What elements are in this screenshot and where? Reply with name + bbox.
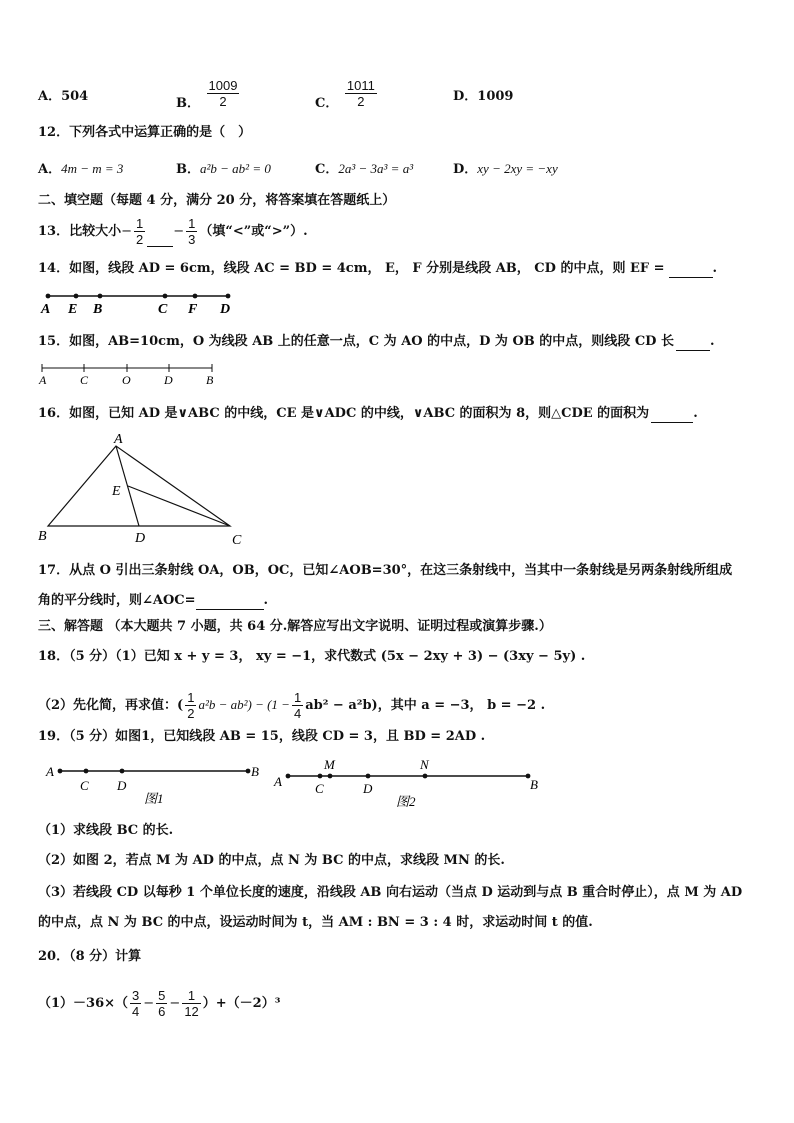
q13-answer-blank[interactable]: [147, 232, 173, 247]
q18-part-1: 18．（5 分）（1）已知 x + y = 3， xy = −1，求代数式 (5x − 2xy + 3) − (3xy − 5y) .: [38, 649, 586, 664]
q20-p1-a: （1）－36×（: [38, 996, 129, 1011]
q14-label-b: B: [93, 302, 103, 317]
q14-label-a: A: [41, 302, 51, 317]
q11-option-c-label: C．: [315, 96, 339, 111]
frac-num: 5: [158, 988, 166, 1003]
q13-fraction-2: [186, 216, 197, 247]
q19-sub-1: （1）求线段 BC 的长.: [38, 823, 174, 838]
q17-answer-blank[interactable]: [196, 595, 264, 610]
q19-figure-1: [38, 758, 278, 808]
q14-label-c: C: [158, 302, 168, 317]
frac-num: 1: [293, 690, 302, 705]
q11-option-a: A．504: [38, 89, 89, 104]
q20-stem: 20．（8 分）计算: [38, 949, 142, 964]
q13-fraction-1: [134, 216, 145, 247]
q18-p2-a: （2）先化简，再求值：(: [38, 698, 184, 713]
q16-label-b: B: [38, 529, 47, 544]
q12-stem: 12．下列各式中运算正确的是（ ）: [38, 125, 252, 140]
q11-option-b-label: B．: [176, 96, 200, 111]
q19-fig2-label-a: A: [274, 774, 282, 789]
q19-sub-3-line-2: 的中点，点 N 为 BC 的中点，设运动时间为 t，当 AM : BN = 3 : 4 时，求运动时间 t 的值.: [38, 915, 593, 930]
q16-text: 16．如图，已知 AD 是∨ABC 的中线，CE 是∨ADC 的中线，∨ABC 的面积为 8，则△CDE 的面积为: [38, 406, 650, 421]
q20-part-1: [38, 988, 280, 1019]
q12-b-expr: a²b − ab² = 0: [200, 161, 271, 176]
q16-label-e: E: [112, 484, 121, 499]
q18-fraction-2: [292, 690, 303, 721]
q14-figure: [38, 288, 248, 318]
q15-label-d: D: [164, 373, 173, 387]
q11-option-b: [176, 78, 241, 109]
q18-p2-b: a²b − ab²) − (1 −: [198, 697, 290, 712]
q19-fig2-caption: 图2: [396, 794, 416, 809]
q15-figure: [38, 362, 228, 390]
q14-label-e: E: [68, 302, 78, 317]
q19-fig1-label-c: C: [80, 778, 89, 793]
frac-den: 2: [187, 706, 195, 721]
q19-fig2-label-d: D: [363, 781, 373, 796]
q11-option-c-fraction: [345, 78, 377, 109]
q12-d-label: D．: [453, 162, 478, 177]
q15-label-b: B: [206, 373, 214, 387]
frac-num: 1009: [208, 78, 238, 93]
q20-p1-b: ）+（－2）³: [202, 996, 281, 1011]
q19-fig1-label-d: D: [117, 778, 127, 793]
q19-fig1-label-b: B: [251, 764, 259, 779]
q20-fraction-3: [182, 988, 200, 1019]
q16-label-a: A: [114, 432, 123, 447]
q17-text: 角的平分线时，则∠AOC=: [38, 593, 196, 608]
q20-fraction-2: [156, 988, 167, 1019]
q13: 13．比较大小− $\frac{1}{2}$ − $\frac{1}{3}$ （填“<”或“>”）.: [38, 216, 308, 247]
q17-line-1: 17．从点 O 引出三条射线 OA，OB，OC，已知∠AOB=30°，在这三条射线中，当其中一条射线是另两条射线所组成: [38, 563, 733, 578]
q11-option-d: D．1009: [453, 89, 514, 104]
q18-fraction-1: [185, 690, 196, 721]
section-2-heading: 二、填空题（每题 4 分，满分 20 分，将答案填在答题纸上）: [38, 193, 396, 208]
frac-den: 4: [293, 706, 302, 721]
q14-label-f: F: [188, 302, 198, 317]
frac-num: 3: [132, 988, 140, 1003]
q15-answer-blank[interactable]: [676, 336, 710, 351]
q15-label-c: C: [80, 373, 89, 387]
q11-option-b-fraction: [207, 78, 240, 109]
q12-a-expr: 4m − m = 3: [61, 161, 124, 176]
q16-end: .: [693, 406, 698, 421]
q13-prefix: 13．比较大小: [38, 224, 122, 239]
frac-den: 6: [158, 1004, 166, 1019]
q18-p2-c: ab² − a²b)，其中 a = −3， b = −2 .: [305, 698, 546, 713]
q19-stem: 19．（5 分）如图1，已知线段 AB = 15，线段 CD = 3，且 BD = 2AD .: [38, 729, 486, 744]
q12-d-expr: xy − 2xy = −xy: [477, 161, 558, 176]
q19-fig2-label-b: B: [530, 777, 538, 792]
frac-den: 4: [132, 1004, 140, 1019]
q20-fraction-1: [130, 988, 141, 1019]
q14: [38, 260, 717, 278]
q13-suffix: （填“<”或“>”）.: [199, 224, 308, 239]
q15-text: 15．如图，AB=10cm，O 为线段 AB 上的任意一点，C 为 AO 的中点，D 为 OB 的中点，则线段 CD 长: [38, 334, 674, 349]
q14-end: .: [712, 261, 718, 276]
frac-den: 2: [136, 232, 144, 247]
frac-num: 1: [182, 988, 200, 1004]
q14-answer-blank[interactable]: [669, 263, 713, 278]
frac-den: 2: [357, 94, 365, 109]
q16-answer-blank[interactable]: [651, 408, 693, 423]
frac-den: 12: [184, 1004, 199, 1019]
q19-figure-2: [270, 756, 550, 812]
q17-end: .: [263, 593, 269, 608]
q12-a-label: A．: [38, 162, 62, 177]
frac-den: 3: [188, 232, 196, 247]
frac-num: 1: [136, 216, 144, 231]
q16: [38, 405, 698, 423]
q20-op-1: −: [143, 996, 155, 1011]
q20-op-2: −: [169, 996, 181, 1011]
frac-num: 1: [188, 216, 196, 231]
q11-option-c: [315, 78, 379, 109]
q15-end: .: [709, 334, 715, 349]
q14-label-d: D: [220, 302, 231, 317]
section-3-heading: 三、解答题 （本大题共 7 小题，共 64 分.解答应写出文字说明、证明过程或演算步骤.）: [38, 619, 552, 634]
frac-den: 2: [219, 94, 227, 109]
q18-part-2: [38, 690, 545, 721]
frac-num: 1011: [346, 78, 375, 93]
q15-label-o: O: [122, 373, 131, 387]
frac-num: 1: [187, 690, 195, 705]
q16-label-d: D: [135, 531, 146, 546]
q12-c-expr: 2a³ − 3a³ = a³: [338, 161, 414, 176]
q16-label-c: C: [232, 533, 242, 548]
q19-fig1-caption: 图1: [144, 791, 164, 806]
q17-line-2: [38, 592, 268, 610]
q19-fig1-label-a: A: [46, 764, 54, 779]
q15-label-a: A: [39, 373, 47, 387]
q19-fig2-label-c: C: [315, 781, 324, 796]
q19-fig2-label-n: N: [420, 757, 429, 772]
q16-triangle-figure: [34, 432, 254, 552]
q12-b-label: B．: [176, 162, 200, 177]
q12-c-label: C．: [315, 162, 339, 177]
q19-sub-3-line-1: （3）若线段 CD 以每秒 1 个单位长度的速度，沿线段 AB 向右运动（当点 D 运动到与点 B 重合时停止），点 M 为 AD: [38, 885, 743, 900]
q14-text: 14．如图，线段 AD = 6cm，线段 AC = BD = 4cm， E， F 分别是线段 AB， CD 的中点，则 EF =: [38, 261, 665, 276]
q19-sub-2: （2）如图 2，若点 M 为 AD 的中点，点 N 为 BC 的中点，求线段 MN 的长.: [38, 853, 505, 868]
q15: [38, 333, 715, 351]
q19-fig2-label-m: M: [324, 757, 335, 772]
